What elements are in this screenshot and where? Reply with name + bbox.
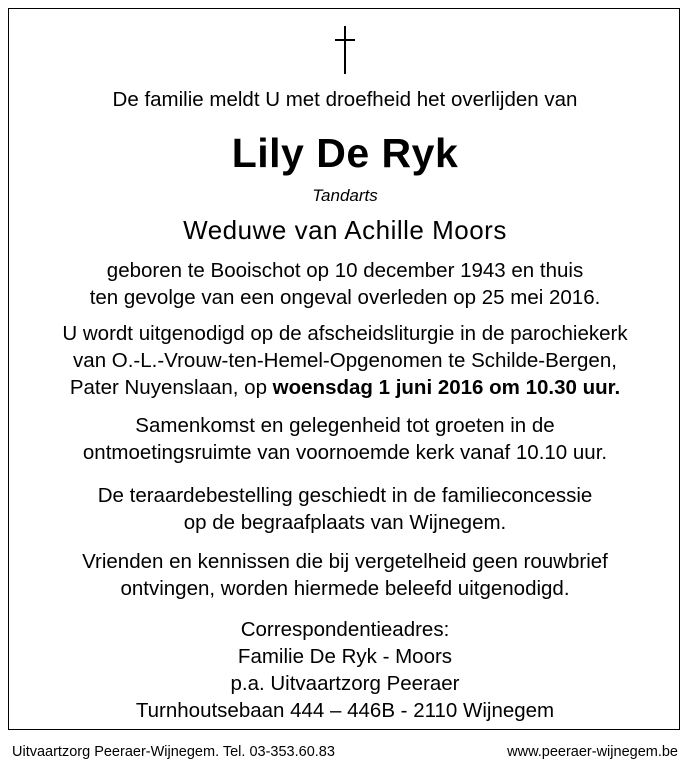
burial-line-2: op de begraafplaats van Wijnegem. — [183, 511, 507, 534]
birth-line-1: geboren te Booischot op 10 december 1943 en thuis — [106, 259, 584, 282]
friends-line-2: ontvingen, worden hiermede beleefd uitgenodigd. — [120, 577, 570, 600]
meeting-line-2: ontmoetingsruimte van voornoemde kerk vanaf 10.10 uur. — [82, 441, 608, 464]
intro-text: De familie meldt U met droefheid het overlijden van — [112, 88, 578, 111]
address-street: Turnhoutsebaan 444 – 446B - 2110 Wijnegem — [135, 699, 555, 722]
deceased-name: Lily De Ryk — [231, 130, 459, 176]
ceremony-line-1: U wordt uitgenodigd op de afscheidsliturgie in de parochiekerk — [62, 322, 628, 345]
address-family: Familie De Ryk - Moors — [237, 645, 453, 668]
address-care-of: p.a. Uitvaartzorg Peeraer — [230, 672, 460, 695]
address-heading: Correspondentieadres: — [240, 618, 450, 641]
widow-of: Weduwe van Achille Moors — [183, 215, 507, 245]
ceremony-datetime: woensdag 1 juni 2016 om 10.30 uur. — [272, 376, 621, 399]
profession: Tandarts — [312, 186, 378, 205]
meeting-line-1: Samenkomst en gelegenheid tot groeten in de — [135, 414, 555, 437]
ceremony-location: Pater Nuyenslaan, op — [69, 376, 273, 399]
ceremony-line-3 — [0, 374, 690, 402]
cross-icon — [330, 26, 360, 74]
friends-line-1: Vrienden en kennissen die bij vergetelheid geen rouwbrief — [82, 550, 608, 573]
footer-website-link[interactable]: www.peeraer-wijnegem.be — [507, 744, 678, 760]
burial-line-1: De teraardebestelling geschiedt in de familieconcessie — [97, 484, 593, 507]
birth-line-2: ten gevolge van een ongeval overleden op 25 mei 2016. — [89, 286, 601, 309]
ceremony-line-2: van O.-L.-Vrouw-ten-Hemel-Opgenomen te Schilde-Bergen, — [73, 349, 617, 372]
footer-company-phone: Uitvaartzorg Peeraer-Wijnegem. Tel. 03-353.60.83 — [12, 744, 335, 760]
